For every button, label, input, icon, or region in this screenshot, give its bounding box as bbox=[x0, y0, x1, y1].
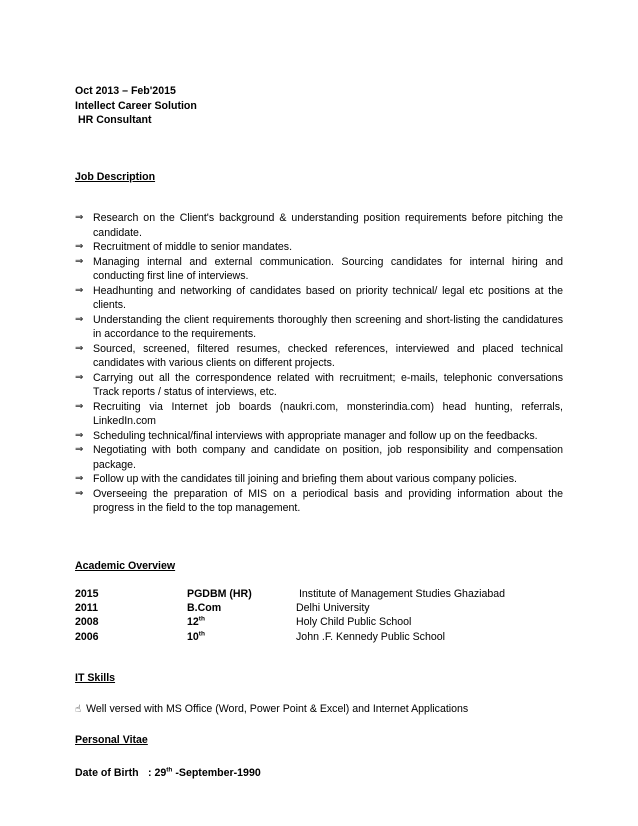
job-description-item bbox=[75, 342, 563, 371]
double-arrow-icon: ⇒ bbox=[75, 371, 84, 383]
academic-year: 2015 bbox=[75, 588, 99, 600]
academic-degree-text: B.Com bbox=[187, 602, 222, 615]
job-description-item bbox=[75, 472, 563, 487]
it-skills-text: Well versed with MS Office (Word, Power Point & Excel) and Internet Applications bbox=[86, 703, 469, 715]
date-of-birth bbox=[75, 766, 261, 781]
double-arrow-icon: ⇒ bbox=[75, 400, 84, 412]
job-description-item bbox=[75, 400, 563, 429]
academic-degree-text: 10 bbox=[187, 630, 199, 643]
academic-year: 2008 bbox=[75, 616, 99, 629]
job-description-text: Research on the Client's background & understanding position requirements before pitching the candidate. bbox=[93, 212, 563, 239]
job-description-text: Understanding the client requirements thoroughly then screening and short-listing the candidatures in accordance to the requirements. bbox=[93, 313, 563, 340]
dob-suffix: -September-1990 bbox=[172, 767, 261, 779]
job-description-text: Scheduling technical/final interviews with appropriate manager and follow up on the feedbacks. bbox=[93, 429, 538, 442]
academic-heading: Academic Overview bbox=[75, 560, 176, 572]
academic-year: 2011 bbox=[75, 602, 98, 615]
dob-label: Date of Birth bbox=[75, 767, 139, 779]
academic-year: 2006 bbox=[75, 630, 99, 643]
job-description-item bbox=[75, 313, 563, 342]
academic-institute: John .F. Kennedy Public School bbox=[296, 630, 445, 643]
academic-degree-sup: th bbox=[198, 630, 205, 638]
academic-institute: Holy Child Public School bbox=[296, 616, 412, 629]
it-skills-item bbox=[75, 702, 468, 718]
personal-vitae-heading: Personal Vitae bbox=[75, 734, 148, 746]
dob-sup: th bbox=[166, 766, 173, 774]
job-company: Intellect Career Solution bbox=[75, 99, 197, 112]
double-arrow-icon: ⇒ bbox=[75, 212, 84, 223]
academic-degree bbox=[187, 601, 221, 616]
job-period: Oct 2013 – Feb'2015 bbox=[75, 85, 176, 97]
double-arrow-icon: ⇒ bbox=[75, 473, 84, 484]
academic-degree-sup: th bbox=[198, 615, 205, 623]
double-arrow-icon: ⇒ bbox=[75, 241, 84, 252]
job-description-item bbox=[75, 371, 563, 400]
job-description-text: Follow up with the candidates till joining and briefing them about various company policies. bbox=[93, 473, 517, 485]
academic-degree-text: 12 bbox=[187, 616, 199, 629]
academic-institute: Institute of Management Studies Ghaziabad bbox=[296, 588, 506, 600]
double-arrow-icon: ⇒ bbox=[75, 284, 84, 296]
double-arrow-icon: ⇒ bbox=[75, 255, 84, 267]
job-description-text: Overseeing the preparation of MIS on a periodical basis and providing information about the progress in the field to the top management. bbox=[93, 487, 563, 514]
job-description-item bbox=[75, 443, 563, 472]
double-arrow-icon: ⇒ bbox=[75, 444, 84, 455]
job-description-heading: Job Description bbox=[75, 171, 156, 183]
job-description-item bbox=[75, 284, 563, 313]
double-arrow-icon: ⇒ bbox=[75, 487, 84, 499]
double-arrow-icon: ⇒ bbox=[75, 313, 84, 325]
double-arrow-icon: ⇒ bbox=[75, 429, 84, 441]
job-description-item bbox=[75, 487, 563, 516]
job-description-item bbox=[75, 429, 563, 444]
job-description-text: Sourced, screened, filtered resumes, checked references, interviewed and placed technical candidates with various clients on different projects. bbox=[93, 342, 563, 369]
job-description-item bbox=[75, 255, 563, 284]
job-description-text: Negotiating with both company and candidate on position, job responsibility and compensation package. bbox=[93, 444, 563, 471]
job-description-text: Carrying out all the correspondence related with recruitment; e-mails, telephonic conversations Track reports / status of interviews, etc. bbox=[93, 371, 563, 398]
it-skills-heading: IT Skills bbox=[75, 672, 116, 684]
job-description-text: Managing internal and external communication. Sourcing candidates for internal hiring and conducting first line of interviews. bbox=[93, 255, 563, 282]
double-arrow-icon: ⇒ bbox=[75, 342, 84, 354]
job-description-text: Recruiting via Internet job boards (naukri.com, monsterindia.com) head hunting, referrals, LinkedIn.com bbox=[93, 400, 563, 427]
academic-degree bbox=[187, 630, 205, 645]
job-entry bbox=[75, 84, 197, 128]
job-description-list bbox=[75, 211, 563, 516]
academic-degree-text: PGDBM (HR) bbox=[187, 588, 252, 600]
dob-prefix: : 29 bbox=[148, 767, 167, 779]
academic-degree bbox=[187, 587, 252, 602]
pointing-hand-icon: ☝ bbox=[75, 704, 82, 715]
job-description-item bbox=[75, 240, 563, 255]
job-description-item bbox=[75, 211, 563, 240]
job-description-text: Recruitment of middle to senior mandates. bbox=[93, 241, 293, 253]
academic-degree bbox=[187, 615, 205, 630]
job-description-text: Headhunting and networking of candidates based on priority technical/ legal etc positions at the clients. bbox=[93, 284, 563, 311]
job-role: HR Consultant bbox=[75, 114, 152, 126]
academic-institute: Delhi University bbox=[296, 602, 370, 615]
